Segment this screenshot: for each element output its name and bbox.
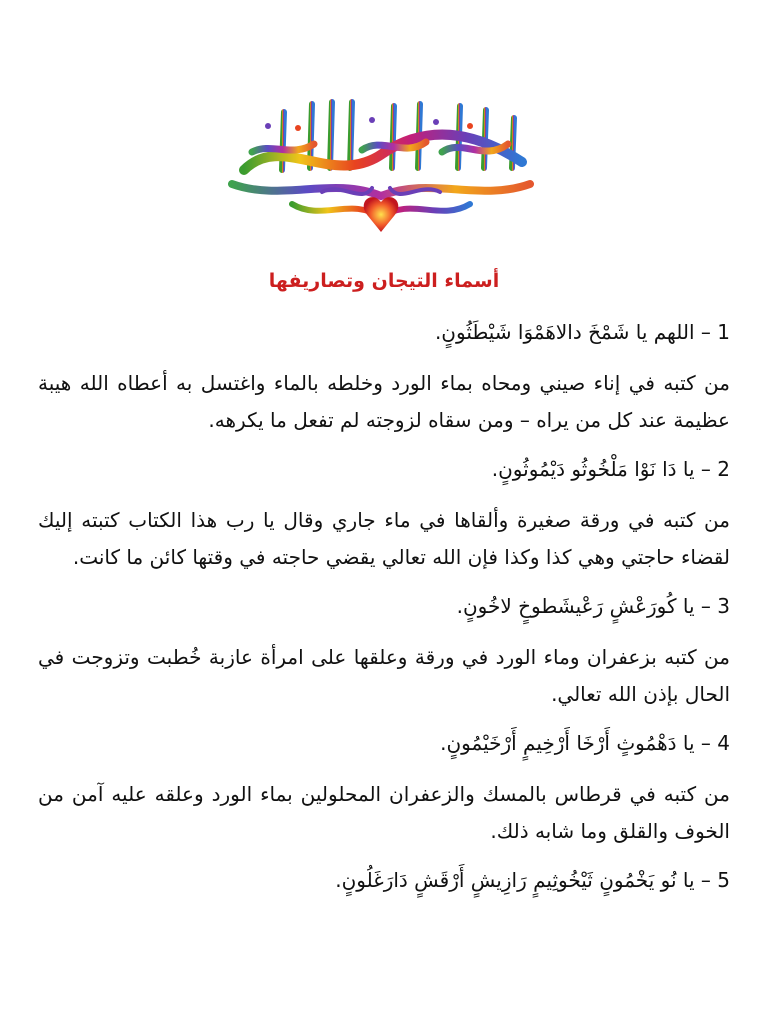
entry-name-4: 4 – يا دَهْمُوثٍ أَرْخَا أَرْخِيمٍ أَرْخَيْمُونٍ.	[440, 731, 730, 755]
entry-name-2: 2 – يا دَا نَوْا مَلْخُوثُو دَيْمُوثُونٍ.	[491, 457, 730, 481]
entry-description-3: من كتبه بزعفران وماء الورد في ورقة وعلقها على امرأة عازبة خُطبت وتزوجت في الحال بإذن الله تعالي.	[38, 645, 730, 706]
entry-description-1: من كتبه في إناء صيني ومحاه بماء الورد وخلطه بالماء واغتسل به أعطاه الله هيبة عظيمة عند كل من يراه – ومن سقاه لزوجته لم تفعل ما يكرهه.	[38, 371, 730, 432]
document-body	[38, 314, 730, 913]
entry-description-2: من كتبه في ورقة صغيرة وألقاها في ماء جاري وقال يا رب هذا الكتاب كتبته إليك لقضاء حاجتي وهي كذا وكذا فإن الله تعالي يقضي حاجته في وقتها كائن ما كانت.	[38, 508, 730, 569]
document-title: أسماء التيجان وتصاريفها	[268, 270, 500, 292]
entry-name-1: 1 – اللهم يا شَمْخَ دالاهَمْوَا شَيْطَثُونٍ.	[434, 320, 730, 344]
basmala-calligraphy	[222, 92, 540, 254]
entry-name-5: 5 – يا نُو يَخْمُونٍ ثَيْخُوثِيمٍ رَازِيشٍ أَرْقَشٍ دَارَغَلُونٍ.	[335, 868, 730, 892]
entry-name-3: 3 – يا كُورَعْشٍ رَعْيشَطوخٍ لاخُونٍ.	[456, 594, 730, 618]
entry-description-4: من كتبه في قرطاس بالمسك والزعفران المحلولين بماء الورد وعلقه عليه آمن من الخوف والقلق وما شابه ذلك.	[38, 782, 730, 843]
